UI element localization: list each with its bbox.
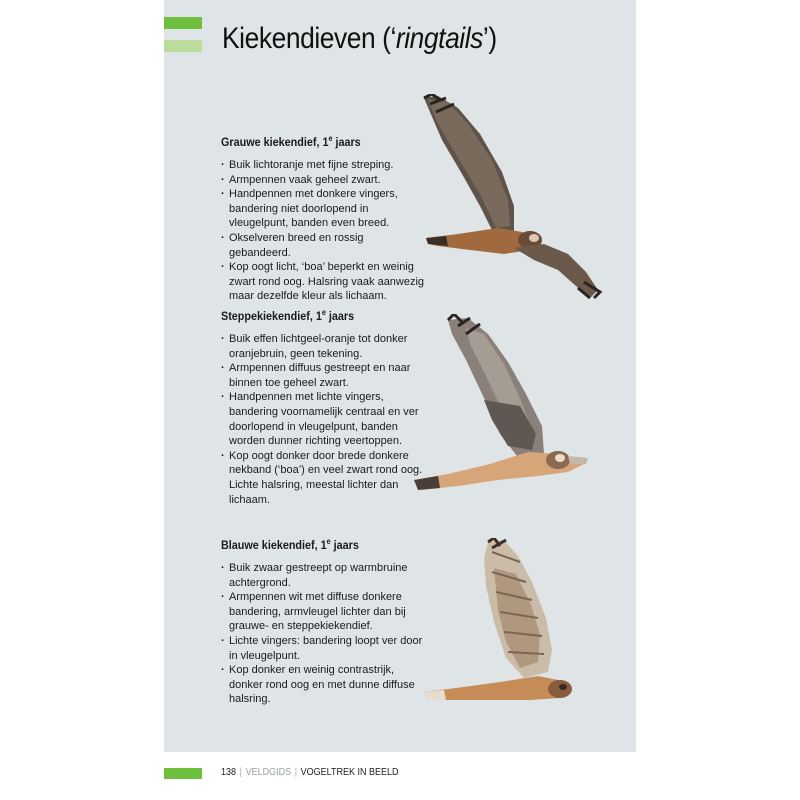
feature-item: · Armpennen vaak geheel zwart. [221,173,426,188]
species-section-grauwe [221,134,426,304]
footer-section: VELDGIDS [245,767,292,778]
footer-separator: | [239,767,242,778]
page-footer [221,767,399,778]
species-heading: Grauwe kiekendief, 1e jaars [221,134,361,149]
feature-item: · Kop oogt licht, ‘boa’ beperkt en weinig zwart rond oog. Halsring vaak aanwezig maar dezelfde kleur als lichaam. [221,260,426,304]
accent-bar-dark [164,17,202,29]
bird-photo-pallid-harrier [408,314,594,492]
feature-item: · Buik zwaar gestreept op warmbruine achtergrond. [221,561,426,590]
species-heading: Steppekiekendief, 1e jaars [221,308,355,323]
title-text: Kiekendieven (‘ [222,22,396,55]
footer-book-title: VOGELTREK IN BEELD [300,767,399,778]
footer-accent-bar [164,768,202,779]
page-title [222,22,497,56]
title-suffix-text: ’) [482,22,497,55]
feature-list [221,332,426,507]
feature-item: · Kop oogt donker door brede donkere nekband (‘boa’) en veel zwart rond oog. Lichte halsring, meestal lichter dan lichaam. [221,449,426,507]
bird-photo-hen-harrier [420,538,580,708]
feature-item: · Armpennen diffuus gestreept en naar binnen toe geheel zwart. [221,361,426,390]
feature-item: · Armpennen wit met diffuse donkere bandering, armvleugel lichter dan bij grauwe- en steppekiekendief. [221,590,426,634]
species-section-blauwe [221,537,426,707]
feature-item: · Okselveren breed en rossig gebandeerd. [221,231,426,260]
feature-item: · Lichte vingers: bandering loopt ver door in vleugelpunt. [221,634,426,663]
footer-separator: | [294,767,298,778]
feature-list [221,158,426,304]
title-italic-text: ringtails [395,22,483,55]
feature-item: · Handpennen met lichte vingers, bandering voornamelijk centraal en ver doorlopend in vleugelpunt, banden worden dunner richting veertoppen. [221,390,426,448]
feature-item: · Buik lichtoranje met fijne streping. [221,158,426,173]
accent-bar-light [164,40,202,52]
bird-photo-montagus-harrier [418,94,604,300]
page-number: 138 [221,767,237,778]
feature-item: · Handpennen met donkere vingers, bandering niet doorlopend in vleugelpunt, banden even breed. [221,187,426,231]
feature-item: · Kop donker en weinig contrastrijk, donker rond oog en met dunne diffuse halsring. [221,663,426,707]
species-section-steppe [221,308,426,507]
species-heading: Blauwe kiekendief, 1e jaars [221,537,359,552]
feature-item: · Buik effen lichtgeel-oranje tot donker oranjebruin, geen tekening. [221,332,426,361]
feature-list [221,561,426,707]
